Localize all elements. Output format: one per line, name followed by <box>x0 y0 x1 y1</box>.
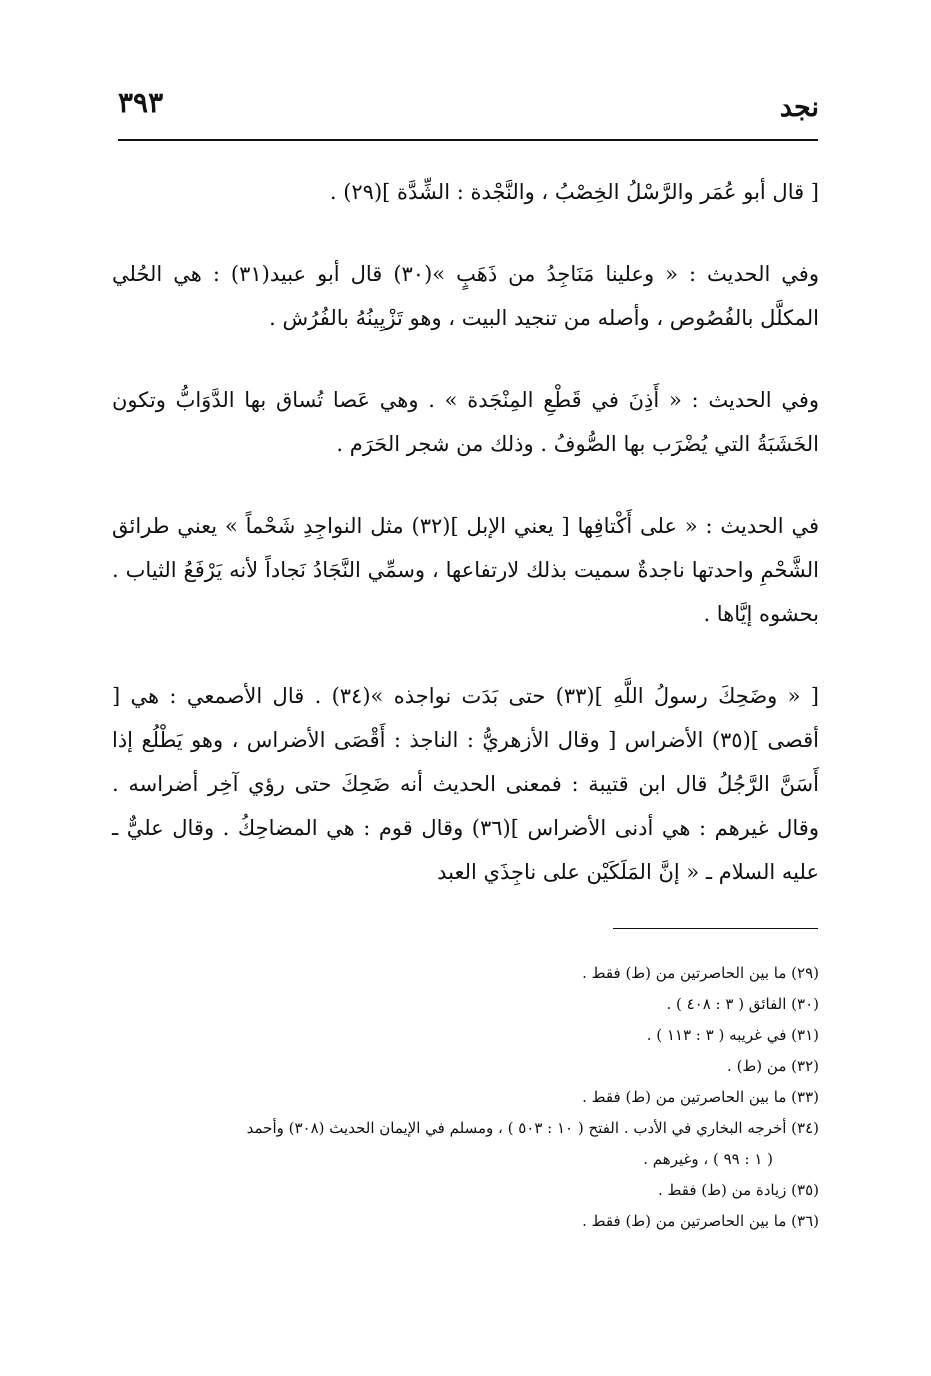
header-divider <box>118 139 818 141</box>
paragraph-1: [ قال أبو عُمَر والرَّسْلُ الخِصْبُ ، والنَّجْدة : الشِّدَّة ](٢٩) . <box>329 180 819 204</box>
page-number: ٣٩٣ <box>118 86 164 119</box>
footnote-30: (٣٠) الفائق ( ٣ : ٤٠٨ ) . <box>666 995 819 1013</box>
paragraph-3: وفي الحديث : « أَذِنَ في قَطْعِ المِنْجَدة » . وهي عَصا تُساق بها الدَّوَابُّ وتكون الخَشَبَةُ التي يُضْرَب بها الصُّوفُ . وذلك من شجر الحَرَم . <box>112 388 819 456</box>
running-header-title: نجد <box>779 92 819 123</box>
footnote-32: (٣٢) من (ط) . <box>727 1057 819 1075</box>
footnote-divider <box>613 928 818 929</box>
footnote-33: (٣٣) ما بين الحاصرتين من (ط) فقط . <box>582 1088 819 1106</box>
footnote-36: (٣٦) ما بين الحاصرتين من (ط) فقط . <box>582 1212 819 1230</box>
paragraph-4: في الحديث : « على أَكْتافِها [ يعني الإبل ](٣٢) مثل النواجِدِ شَحْماً » يعني طرائق الشَّحْمِ واحدتها ناجدةٌ سميت بذلك لارتفاعها ، وسمِّي النَّجَادُ نَجاداً لأنه يَرْفَعُ الثياب . بحشوه إيَّاها . <box>112 514 819 626</box>
paragraph-5: [ « وضَحِكَ رسولُ اللَّهِ ](٣٣) حتى بَدَت نواجذه »(٣٤) . قال الأصمعي : هي [ أقصى ](٣٥) الأضراس [ وقال الأزهريُّ : الناجذ : أَقْصَى الأضراس ، وهو يَطْلُع إذا أَسَنَّ الرَّجُلُ قال ابن قتيبة : فمعنى الحديث أنه ضَحِكَ حتى رؤي آخِر أضراسه . وقال غيرهم : هي أدنى الأضراس ](٣٦) وقال قوم : هي المضاحِكُ . وقال عليٌّ ـ عليه السلام ـ « إنَّ المَلَكَيْن على ناجِذَي العبد <box>112 684 819 884</box>
footnote-29: (٢٩) ما بين الحاصرتين من (ط) فقط . <box>582 964 819 982</box>
footnote-31: (٣١) في غريبه ( ٣ : ١١٣ ) . <box>646 1026 819 1044</box>
paragraph-2: وفي الحديث : « وعلينا مَنَاجِدُ من ذَهَبٍ »(٣٠) قال أبو عبيد(٣١) : هي الحُلي المكلَّل بالفُصُوص ، وأصله من تنجيد البيت ، وهو تَزْيِينُهُ بالفُرُش . <box>112 262 819 330</box>
footnotes <box>112 958 819 1237</box>
main-text <box>112 170 819 932</box>
footnote-34-continuation: ( ١ : ٩٩ ) ، وغيرهم . <box>643 1150 773 1168</box>
footnote-34: (٣٤) أخرجه البخاري في الأدب . الفتح ( ١٠ : ٥٠٣ ) ، ومسلم في الإيمان الحديث (٣٠٨) وأحمد <box>246 1119 819 1137</box>
footnote-35: (٣٥) زيادة من (ط) فقط . <box>658 1181 819 1199</box>
